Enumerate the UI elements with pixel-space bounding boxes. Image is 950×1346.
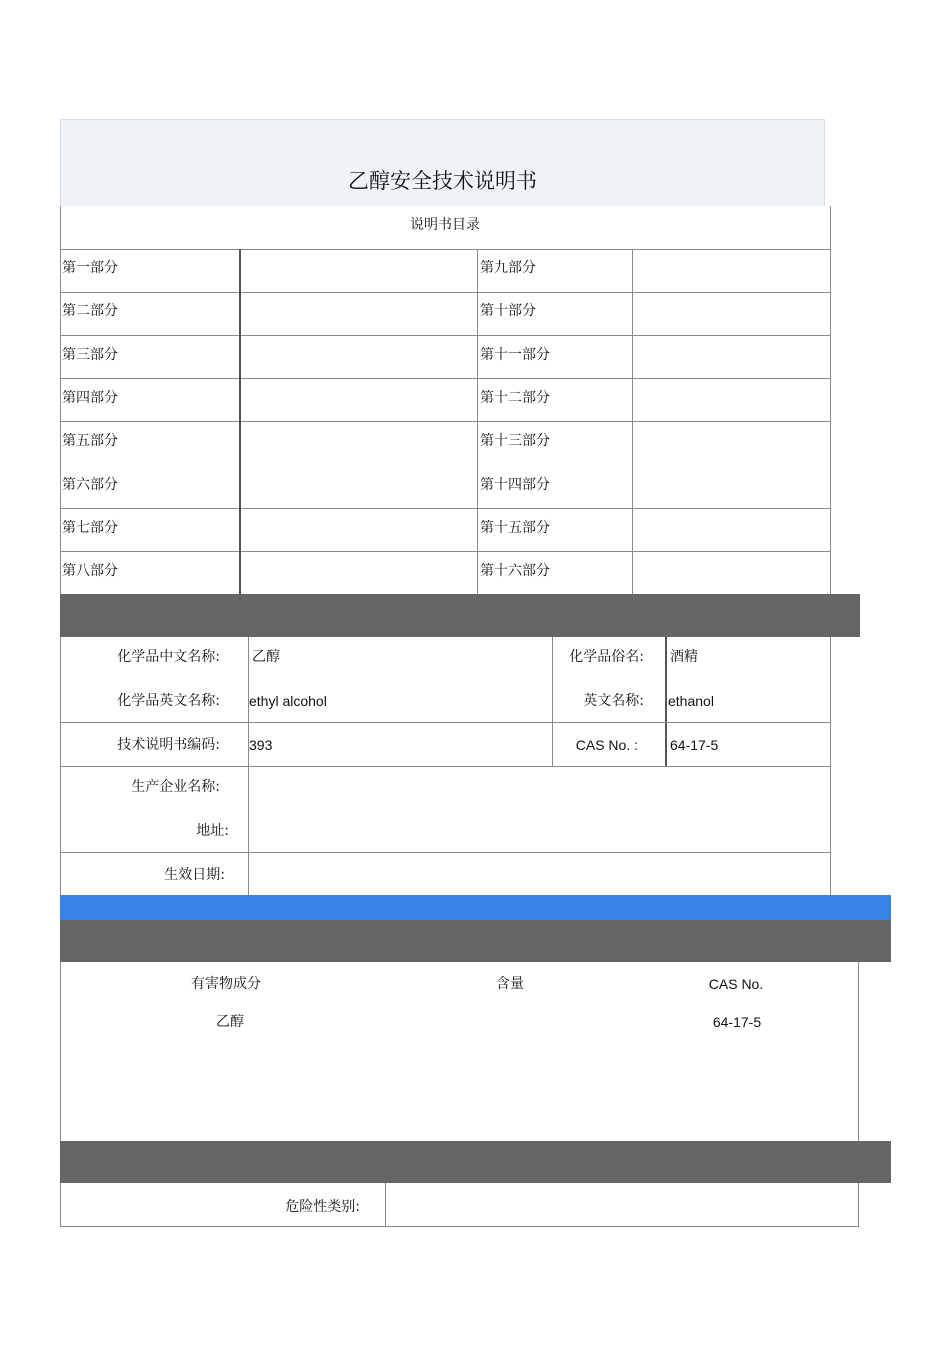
toc-item-part-15[interactable]: 第十五部分 [480,520,550,536]
toc-item-part-1[interactable]: 第一部分 [62,260,118,276]
component-cas: 64-17-5 [712,1014,762,1030]
toc-item-part-11[interactable]: 第十一部分 [480,347,550,363]
toc-item-part-3[interactable]: 第三部分 [62,347,118,363]
common-name-value: 酒精 [670,649,698,665]
section3-col-line [385,1183,386,1227]
col-header-component: 有害物成分 [191,976,261,992]
cn-name-value: 乙醇 [252,649,280,665]
toc-row-line [60,249,831,250]
section-1-header-band [60,594,860,637]
address-label: 地址: [196,823,229,839]
toc-item-part-13[interactable]: 第十三部分 [480,433,550,449]
toc-row-line [60,335,831,336]
toc-row-line [60,292,831,293]
toc-item-part-12[interactable]: 第十二部分 [480,390,550,406]
toc-row-line [60,551,831,552]
en-name-label: 化学品英文名称: [117,693,220,709]
toc-header: 说明书目录 [410,217,480,233]
toc-row-line [60,378,831,379]
toc-item-part-6[interactable]: 第六部分 [62,477,118,493]
toc-row-line [60,508,831,509]
section3-bottom-line [60,1226,859,1227]
section2-border-right [858,962,859,1141]
toc-item-part-8[interactable]: 第八部分 [62,563,118,579]
section-2-header-band [60,920,891,962]
highlight-band [60,895,891,920]
en-name-value: ethyl alcohol [249,693,327,709]
section1-col-line [665,637,667,766]
section3-border-right [858,1183,859,1227]
toc-item-part-10[interactable]: 第十部分 [480,303,536,319]
en-alias-value: ethanol [668,693,714,709]
toc-item-part-9[interactable]: 第九部分 [480,260,536,276]
toc-row-line [60,421,831,422]
col-header-content: 含量 [496,976,524,992]
toc-item-part-2[interactable]: 第二部分 [62,303,118,319]
col-header-cas: CAS No. [708,976,764,992]
hazard-class-label: 危险性类别: [285,1199,360,1215]
section-3-header-band [60,1141,891,1183]
cn-name-label: 化学品中文名称: [117,649,220,665]
date-label: 生效日期: [164,867,225,883]
en-alias-label: 英文名称: [583,693,644,709]
section2-border-left [60,962,61,1141]
document-title: 乙醇安全技术说明书 [348,169,537,193]
section1-row-line [60,722,831,723]
toc-col-line [477,249,478,594]
toc-col-line [632,249,633,594]
toc-item-part-5[interactable]: 第五部分 [62,433,118,449]
toc-col-line [239,249,241,594]
toc-border-left [60,206,61,594]
section1-row-line [60,766,831,767]
toc-border-right [830,206,831,594]
cas-value: 64-17-5 [670,737,719,753]
section1-row-line [60,852,831,853]
code-label: 技术说明书编码: [117,737,220,753]
toc-item-part-4[interactable]: 第四部分 [62,390,118,406]
toc-item-part-14[interactable]: 第十四部分 [480,477,550,493]
code-value: 393 [249,737,273,753]
component-ethanol: 乙醇 [216,1014,244,1030]
cas-label: CAS No. : [575,737,638,753]
toc-item-part-7[interactable]: 第七部分 [62,520,118,536]
toc-item-part-16[interactable]: 第十六部分 [480,563,550,579]
common-name-label: 化学品俗名: [569,649,644,665]
company-label: 生产企业名称: [131,779,220,795]
